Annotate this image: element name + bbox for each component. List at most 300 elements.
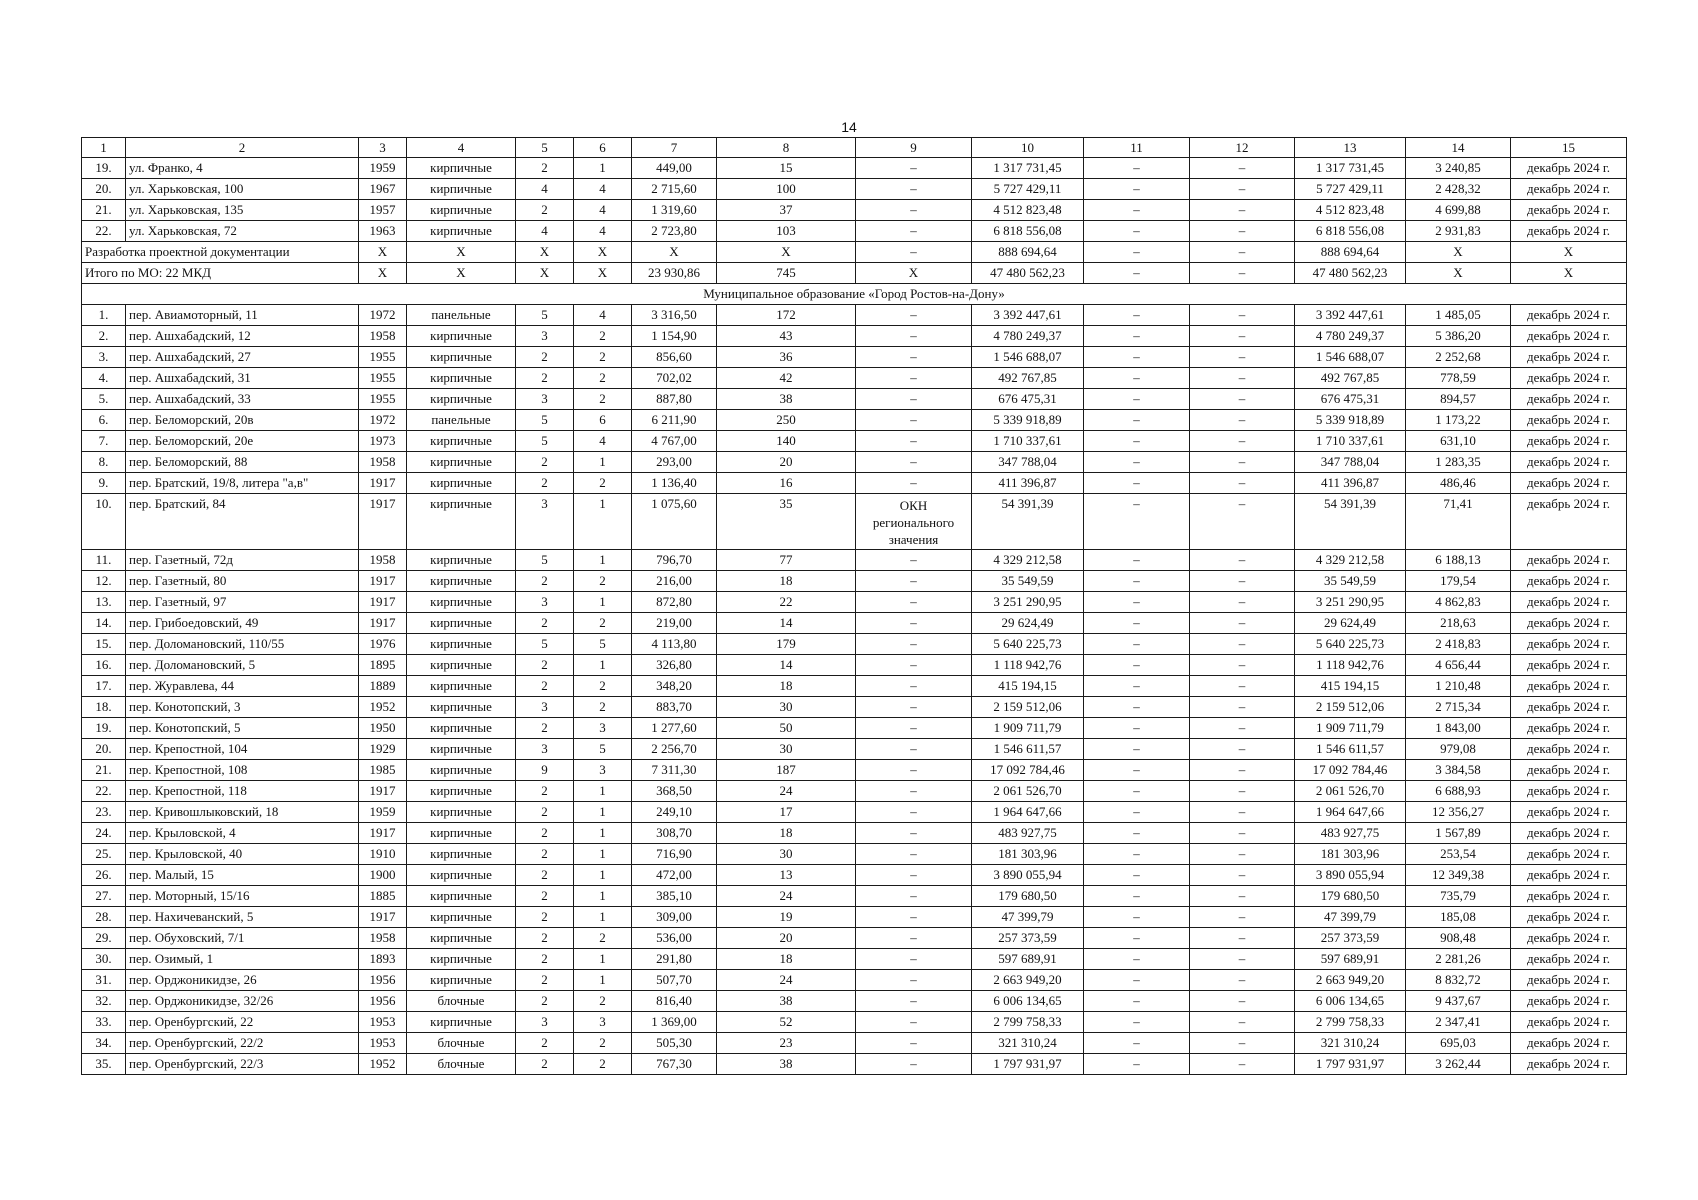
table-cell: – bbox=[1190, 1012, 1295, 1033]
table-cell: 18 bbox=[717, 571, 856, 592]
table-cell: декабрь 2024 г. bbox=[1511, 494, 1627, 550]
summary-label: Разработка проектной документации bbox=[82, 242, 359, 263]
table-cell: 1910 bbox=[359, 844, 407, 865]
table-cell: 1 567,89 bbox=[1406, 823, 1511, 844]
table-cell: 2 bbox=[516, 676, 574, 697]
table-cell: 1. bbox=[82, 305, 126, 326]
table-cell: – bbox=[856, 886, 972, 907]
table-cell: – bbox=[856, 221, 972, 242]
table-cell: – bbox=[1190, 452, 1295, 473]
table-cell: декабрь 2024 г. bbox=[1511, 865, 1627, 886]
column-number-cell: 7 bbox=[632, 138, 717, 158]
table-cell: пер. Грибоедовский, 49 bbox=[126, 613, 359, 634]
table-cell: 4 780 249,37 bbox=[972, 326, 1084, 347]
table-cell: 179 680,50 bbox=[1295, 886, 1406, 907]
table-cell: 2 663 949,20 bbox=[1295, 970, 1406, 991]
table-row bbox=[82, 1054, 1627, 1075]
table-cell: – bbox=[1190, 347, 1295, 368]
table-cell: 1 bbox=[574, 802, 632, 823]
table-cell: – bbox=[856, 865, 972, 886]
table-cell: 745 bbox=[717, 263, 856, 284]
table-cell: пер. Братский, 84 bbox=[126, 494, 359, 550]
table-cell: 887,80 bbox=[632, 389, 717, 410]
table-cell: 21. bbox=[82, 760, 126, 781]
table-cell: 1917 bbox=[359, 781, 407, 802]
table-cell: 796,70 bbox=[632, 550, 717, 571]
table-row bbox=[82, 739, 1627, 760]
table-cell: 5 bbox=[574, 634, 632, 655]
table-cell: – bbox=[1084, 221, 1190, 242]
table-cell: – bbox=[856, 991, 972, 1012]
table-cell: декабрь 2024 г. bbox=[1511, 676, 1627, 697]
table-cell: декабрь 2024 г. bbox=[1511, 844, 1627, 865]
table-cell: декабрь 2024 г. bbox=[1511, 452, 1627, 473]
table-cell: X bbox=[1406, 263, 1511, 284]
table-cell: 54 391,39 bbox=[1295, 494, 1406, 550]
table-cell: пер. Беломорский, 88 bbox=[126, 452, 359, 473]
table-cell: 2 159 512,06 bbox=[972, 697, 1084, 718]
table-cell: пер. Беломорский, 20е bbox=[126, 431, 359, 452]
table-cell: кирпичные bbox=[407, 949, 516, 970]
table-cell: – bbox=[1190, 368, 1295, 389]
table-cell: – bbox=[856, 158, 972, 179]
table-cell: 716,90 bbox=[632, 844, 717, 865]
table-cell: 13. bbox=[82, 592, 126, 613]
table-cell: 411 396,87 bbox=[972, 473, 1084, 494]
table-cell: декабрь 2024 г. bbox=[1511, 368, 1627, 389]
table-cell: – bbox=[1084, 1054, 1190, 1075]
table-cell: – bbox=[856, 1012, 972, 1033]
table-cell: 293,00 bbox=[632, 452, 717, 473]
table-cell: пер. Ашхабадский, 27 bbox=[126, 347, 359, 368]
table-cell: – bbox=[1084, 263, 1190, 284]
table-cell: 1952 bbox=[359, 697, 407, 718]
table-row bbox=[82, 991, 1627, 1012]
table-cell: 38 bbox=[717, 389, 856, 410]
table-cell: 5 339 918,89 bbox=[972, 410, 1084, 431]
table-cell: X bbox=[1406, 242, 1511, 263]
table-cell: 4 512 823,48 bbox=[1295, 200, 1406, 221]
table-cell: 5 727 429,11 bbox=[1295, 179, 1406, 200]
table-cell: 47 480 562,23 bbox=[972, 263, 1084, 284]
table-cell: – bbox=[856, 410, 972, 431]
table-cell: – bbox=[1084, 550, 1190, 571]
table-cell: 22. bbox=[82, 221, 126, 242]
table-cell: – bbox=[1190, 928, 1295, 949]
table-cell: 30. bbox=[82, 949, 126, 970]
table-cell: 6 688,93 bbox=[1406, 781, 1511, 802]
table-cell: кирпичные bbox=[407, 781, 516, 802]
table-cell: декабрь 2024 г. bbox=[1511, 907, 1627, 928]
table-cell: 43 bbox=[717, 326, 856, 347]
table-cell: 2 bbox=[574, 613, 632, 634]
table-cell: кирпичные bbox=[407, 179, 516, 200]
table-cell: декабрь 2024 г. bbox=[1511, 760, 1627, 781]
table-cell: – bbox=[1084, 305, 1190, 326]
table-cell: – bbox=[1084, 760, 1190, 781]
table-cell: 1917 bbox=[359, 571, 407, 592]
table-cell: – bbox=[1190, 781, 1295, 802]
table-cell: 2 061 526,70 bbox=[1295, 781, 1406, 802]
table-cell: кирпичные bbox=[407, 760, 516, 781]
table-cell: 2 281,26 bbox=[1406, 949, 1511, 970]
table-cell: – bbox=[856, 613, 972, 634]
table-cell: 3. bbox=[82, 347, 126, 368]
table-cell: – bbox=[1190, 634, 1295, 655]
table-cell: – bbox=[1190, 739, 1295, 760]
table-cell: 4 767,00 bbox=[632, 431, 717, 452]
table-cell: 27. bbox=[82, 886, 126, 907]
table-cell: 1917 bbox=[359, 494, 407, 550]
table-cell: декабрь 2024 г. bbox=[1511, 221, 1627, 242]
table-row bbox=[82, 305, 1627, 326]
table-cell: 2 931,83 bbox=[1406, 221, 1511, 242]
table-cell: пер. Доломановский, 5 bbox=[126, 655, 359, 676]
table-row bbox=[82, 760, 1627, 781]
table-cell: кирпичные bbox=[407, 886, 516, 907]
table-cell: 2 252,68 bbox=[1406, 347, 1511, 368]
table-cell: 1 bbox=[574, 452, 632, 473]
table-cell: – bbox=[1190, 949, 1295, 970]
table-cell: 2 bbox=[516, 452, 574, 473]
table-cell: – bbox=[1084, 368, 1190, 389]
table-row bbox=[82, 823, 1627, 844]
table-cell: 3 240,85 bbox=[1406, 158, 1511, 179]
table-cell: пер. Кривошлыковский, 18 bbox=[126, 802, 359, 823]
table-cell: 18. bbox=[82, 697, 126, 718]
table-cell: декабрь 2024 г. bbox=[1511, 1054, 1627, 1075]
table-cell: пер. Оренбургский, 22/3 bbox=[126, 1054, 359, 1075]
table-cell: кирпичные bbox=[407, 473, 516, 494]
table-row bbox=[82, 1012, 1627, 1033]
table-cell: 38 bbox=[717, 991, 856, 1012]
table-cell: 4 bbox=[574, 431, 632, 452]
table-cell: 1958 bbox=[359, 550, 407, 571]
table-cell: 1 bbox=[574, 823, 632, 844]
table-row bbox=[82, 389, 1627, 410]
table-cell: кирпичные bbox=[407, 655, 516, 676]
table-cell: 1 797 931,97 bbox=[972, 1054, 1084, 1075]
table-cell: пер. Ашхабадский, 12 bbox=[126, 326, 359, 347]
table-cell: 536,00 bbox=[632, 928, 717, 949]
table-cell: пер. Крепостной, 118 bbox=[126, 781, 359, 802]
table-cell: 18 bbox=[717, 949, 856, 970]
table-cell: 2 bbox=[574, 928, 632, 949]
table-cell: 2 bbox=[516, 907, 574, 928]
table-cell: кирпичные bbox=[407, 676, 516, 697]
table-cell: 21. bbox=[82, 200, 126, 221]
table-cell: пер. Крепостной, 108 bbox=[126, 760, 359, 781]
table-cell: – bbox=[856, 676, 972, 697]
table-cell: 172 bbox=[717, 305, 856, 326]
table-cell: 3 bbox=[516, 697, 574, 718]
table-cell: 2 bbox=[574, 389, 632, 410]
table-cell: 32. bbox=[82, 991, 126, 1012]
table-cell: пер. Беломорский, 20в bbox=[126, 410, 359, 431]
table-cell: 6. bbox=[82, 410, 126, 431]
table-cell: 735,79 bbox=[1406, 886, 1511, 907]
table-cell: 5 386,20 bbox=[1406, 326, 1511, 347]
table-cell: пер. Ашхабадский, 31 bbox=[126, 368, 359, 389]
table-cell: – bbox=[1084, 389, 1190, 410]
table-cell: 31. bbox=[82, 970, 126, 991]
table-cell: – bbox=[856, 1054, 972, 1075]
table-cell: 3 251 290,95 bbox=[972, 592, 1084, 613]
table-cell: 1 bbox=[574, 865, 632, 886]
table-row bbox=[82, 718, 1627, 739]
table-cell: 103 bbox=[717, 221, 856, 242]
table-cell: 2 256,70 bbox=[632, 739, 717, 760]
table-cell: 3 bbox=[516, 389, 574, 410]
table-cell: 35 549,59 bbox=[972, 571, 1084, 592]
table-cell: кирпичные bbox=[407, 200, 516, 221]
table-cell: 695,03 bbox=[1406, 1033, 1511, 1054]
table-cell: – bbox=[856, 179, 972, 200]
table-cell: 449,00 bbox=[632, 158, 717, 179]
table-cell: – bbox=[1190, 473, 1295, 494]
table-cell: – bbox=[856, 305, 972, 326]
column-number-cell: 15 bbox=[1511, 138, 1627, 158]
table-cell: кирпичные bbox=[407, 389, 516, 410]
table-row bbox=[82, 179, 1627, 200]
table-cell: 9 437,67 bbox=[1406, 991, 1511, 1012]
table-cell: – bbox=[1190, 410, 1295, 431]
table-cell: 1 118 942,76 bbox=[1295, 655, 1406, 676]
table-cell: 20 bbox=[717, 928, 856, 949]
table-cell: – bbox=[1190, 1033, 1295, 1054]
table-cell: 6 818 556,08 bbox=[972, 221, 1084, 242]
table-cell: кирпичные bbox=[407, 970, 516, 991]
table-cell: 908,48 bbox=[1406, 928, 1511, 949]
table-cell: кирпичные bbox=[407, 368, 516, 389]
table-cell: – bbox=[856, 452, 972, 473]
table-cell: 1 118 942,76 bbox=[972, 655, 1084, 676]
table-cell: 2 bbox=[516, 473, 574, 494]
table-cell: 5 640 225,73 bbox=[972, 634, 1084, 655]
table-cell: 2 bbox=[516, 928, 574, 949]
table-cell: кирпичные bbox=[407, 494, 516, 550]
table-cell: 30 bbox=[717, 844, 856, 865]
table-cell: – bbox=[1084, 571, 1190, 592]
table-cell: 1976 bbox=[359, 634, 407, 655]
table-cell: – bbox=[1084, 158, 1190, 179]
table-cell: 2 bbox=[516, 1033, 574, 1054]
table-cell: – bbox=[1190, 844, 1295, 865]
table-cell: 1 bbox=[574, 655, 632, 676]
table-cell: 1 bbox=[574, 550, 632, 571]
table-cell: 17 092 784,46 bbox=[972, 760, 1084, 781]
table-cell: – bbox=[856, 718, 972, 739]
table-cell: 2 bbox=[516, 949, 574, 970]
table-cell: 1958 bbox=[359, 452, 407, 473]
table-cell: 5 640 225,73 bbox=[1295, 634, 1406, 655]
table-cell: 2 061 526,70 bbox=[972, 781, 1084, 802]
table-cell: 7 311,30 bbox=[632, 760, 717, 781]
table-cell: 219,00 bbox=[632, 613, 717, 634]
table-cell: 483 927,75 bbox=[972, 823, 1084, 844]
table-cell: 257 373,59 bbox=[972, 928, 1084, 949]
table-cell: 36 bbox=[717, 347, 856, 368]
table-cell: 17 bbox=[717, 802, 856, 823]
table-cell: 979,08 bbox=[1406, 739, 1511, 760]
table-cell: 29 624,49 bbox=[972, 613, 1084, 634]
table-cell: – bbox=[1084, 802, 1190, 823]
table-cell: декабрь 2024 г. bbox=[1511, 823, 1627, 844]
table-cell: 4 bbox=[516, 221, 574, 242]
table-cell: 5 bbox=[516, 431, 574, 452]
table-cell: X bbox=[856, 263, 972, 284]
table-cell: 1 797 931,97 bbox=[1295, 1054, 1406, 1075]
table-cell: 2 bbox=[516, 991, 574, 1012]
table-cell: 1985 bbox=[359, 760, 407, 781]
table-cell: X bbox=[359, 242, 407, 263]
table-cell: декабрь 2024 г. bbox=[1511, 347, 1627, 368]
table-cell: декабрь 2024 г. bbox=[1511, 326, 1627, 347]
table-cell: 1895 bbox=[359, 655, 407, 676]
table-cell: 347 788,04 bbox=[1295, 452, 1406, 473]
table-cell: – bbox=[856, 697, 972, 718]
table-cell: 216,00 bbox=[632, 571, 717, 592]
table-cell: 23. bbox=[82, 802, 126, 823]
table-cell: – bbox=[1190, 655, 1295, 676]
table-cell: блочные bbox=[407, 991, 516, 1012]
section-title: Муниципальное образование «Город Ростов-на-Дону» bbox=[82, 284, 1627, 305]
table-cell: ул. Харьковская, 135 bbox=[126, 200, 359, 221]
table-cell: пер. Ашхабадский, 33 bbox=[126, 389, 359, 410]
table-cell: 676 475,31 bbox=[1295, 389, 1406, 410]
table-cell: 4 699,88 bbox=[1406, 200, 1511, 221]
table-cell: 5 727 429,11 bbox=[972, 179, 1084, 200]
table-cell: – bbox=[1084, 473, 1190, 494]
register-table bbox=[81, 137, 1627, 1075]
table-cell: 37 bbox=[717, 200, 856, 221]
table-row bbox=[82, 550, 1627, 571]
table-cell: ул. Франко, 4 bbox=[126, 158, 359, 179]
table-cell: 1 bbox=[574, 886, 632, 907]
table-cell: 1955 bbox=[359, 389, 407, 410]
table-cell: – bbox=[1190, 886, 1295, 907]
table-cell: 2 bbox=[574, 697, 632, 718]
table-cell: 181 303,96 bbox=[972, 844, 1084, 865]
table-cell: – bbox=[1084, 991, 1190, 1012]
table-cell: – bbox=[1084, 452, 1190, 473]
table-cell: 19. bbox=[82, 158, 126, 179]
table-cell: декабрь 2024 г. bbox=[1511, 200, 1627, 221]
table-cell: 2 159 512,06 bbox=[1295, 697, 1406, 718]
table-cell: – bbox=[856, 802, 972, 823]
table-cell: 22. bbox=[82, 781, 126, 802]
table-cell: X bbox=[1511, 242, 1627, 263]
table-cell: 1 964 647,66 bbox=[972, 802, 1084, 823]
table-cell: 1 369,00 bbox=[632, 1012, 717, 1033]
table-cell: 8 832,72 bbox=[1406, 970, 1511, 991]
table-cell: 1917 bbox=[359, 907, 407, 928]
table-cell: 2 bbox=[574, 473, 632, 494]
table-cell: – bbox=[1084, 655, 1190, 676]
table-cell: пер. Газетный, 72д bbox=[126, 550, 359, 571]
table-cell: кирпичные bbox=[407, 158, 516, 179]
table-cell: 1959 bbox=[359, 158, 407, 179]
section-title-row bbox=[82, 284, 1627, 305]
table-cell: 13 bbox=[717, 865, 856, 886]
table-cell: – bbox=[856, 928, 972, 949]
table-cell: пер. Журавлева, 44 bbox=[126, 676, 359, 697]
table-cell: декабрь 2024 г. bbox=[1511, 928, 1627, 949]
table-cell: пер. Нахичеванский, 5 bbox=[126, 907, 359, 928]
table-cell: 415 194,15 bbox=[1295, 676, 1406, 697]
table-cell: декабрь 2024 г. bbox=[1511, 697, 1627, 718]
table-cell: 1958 bbox=[359, 928, 407, 949]
column-number-cell: 2 bbox=[126, 138, 359, 158]
column-number-cell: 1 bbox=[82, 138, 126, 158]
table-cell: декабрь 2024 г. bbox=[1511, 991, 1627, 1012]
table-cell: – bbox=[1190, 613, 1295, 634]
table-cell: 2 bbox=[574, 326, 632, 347]
table-cell: – bbox=[856, 473, 972, 494]
table-cell: панельные bbox=[407, 410, 516, 431]
table-cell: 492 767,85 bbox=[1295, 368, 1406, 389]
table-cell: пер. Малый, 15 bbox=[126, 865, 359, 886]
table-cell: – bbox=[1084, 613, 1190, 634]
table-row bbox=[82, 970, 1627, 991]
table-cell: – bbox=[1190, 389, 1295, 410]
table-cell: 2 bbox=[516, 368, 574, 389]
table-cell: 14 bbox=[717, 655, 856, 676]
table-cell: 10. bbox=[82, 494, 126, 550]
table-cell: 2 663 949,20 bbox=[972, 970, 1084, 991]
table-cell: – bbox=[856, 389, 972, 410]
table-cell: 47 480 562,23 bbox=[1295, 263, 1406, 284]
table-cell: 1 bbox=[574, 949, 632, 970]
table-cell: 20. bbox=[82, 739, 126, 760]
column-number-cell: 4 bbox=[407, 138, 516, 158]
table-cell: 5 bbox=[516, 634, 574, 655]
table-cell: пер. Газетный, 97 bbox=[126, 592, 359, 613]
table-cell: – bbox=[856, 760, 972, 781]
table-row bbox=[82, 844, 1627, 865]
table-cell: 35 bbox=[717, 494, 856, 550]
table-cell: декабрь 2024 г. bbox=[1511, 613, 1627, 634]
table-cell: пер. Обуховский, 7/1 bbox=[126, 928, 359, 949]
table-cell: 326,80 bbox=[632, 655, 717, 676]
table-cell: кирпичные bbox=[407, 326, 516, 347]
table-cell: – bbox=[856, 655, 972, 676]
table-cell: 4. bbox=[82, 368, 126, 389]
table-cell: 3 bbox=[516, 494, 574, 550]
table-cell: кирпичные bbox=[407, 865, 516, 886]
table-cell: 5 bbox=[516, 550, 574, 571]
table-cell: 5. bbox=[82, 389, 126, 410]
table-cell: – bbox=[1084, 697, 1190, 718]
table-cell: 1953 bbox=[359, 1012, 407, 1033]
table-cell: 218,63 bbox=[1406, 613, 1511, 634]
table-row bbox=[82, 886, 1627, 907]
table-cell: 47 399,79 bbox=[1295, 907, 1406, 928]
table-cell: – bbox=[1190, 305, 1295, 326]
table-cell: 2 418,83 bbox=[1406, 634, 1511, 655]
table-cell: 249,10 bbox=[632, 802, 717, 823]
table-cell: кирпичные bbox=[407, 431, 516, 452]
table-cell: – bbox=[856, 550, 972, 571]
column-number-cell: 14 bbox=[1406, 138, 1511, 158]
table-cell: 100 bbox=[717, 179, 856, 200]
table-cell: декабрь 2024 г. bbox=[1511, 634, 1627, 655]
table-row bbox=[82, 158, 1627, 179]
table-cell: 856,60 bbox=[632, 347, 717, 368]
table-cell: X bbox=[632, 242, 717, 263]
table-cell: пер. Доломановский, 110/55 bbox=[126, 634, 359, 655]
table-cell: 52 bbox=[717, 1012, 856, 1033]
